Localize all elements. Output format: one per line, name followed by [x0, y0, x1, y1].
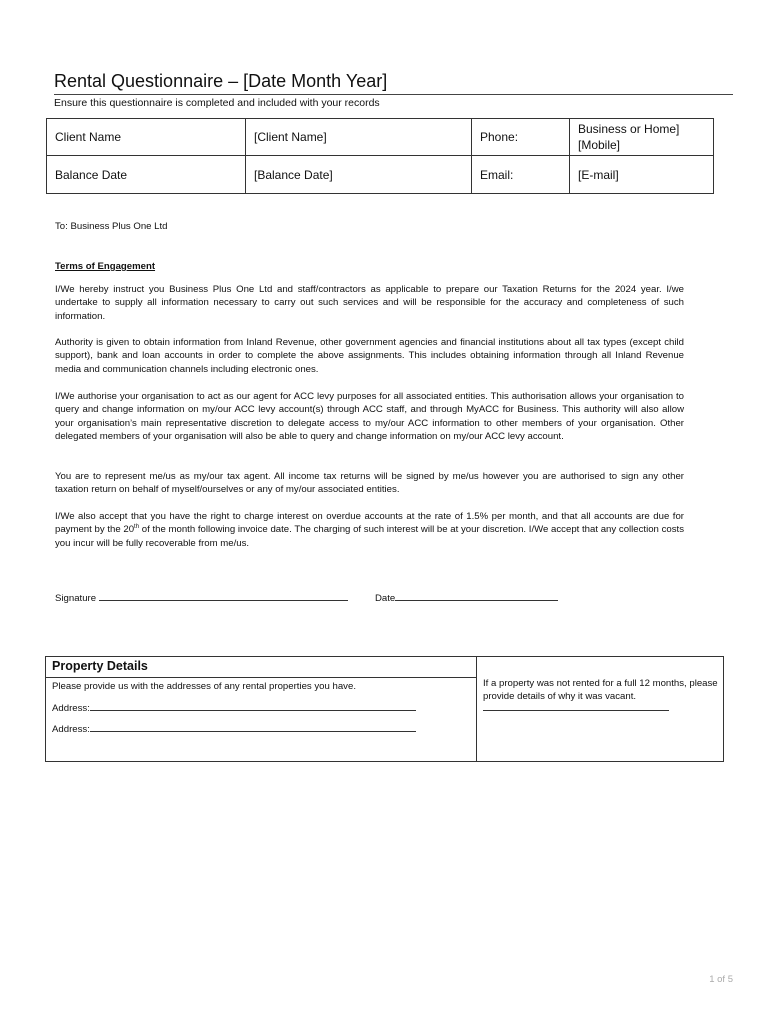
phone-label: Phone:	[472, 119, 570, 156]
terms-heading: Terms of Engagement	[55, 261, 156, 272]
address-line[interactable]	[90, 701, 416, 711]
terms-paragraph-3: I/We authorise your organisation to act as our agent for ACC levy purposes for all associated entities. This authorisation allows your organisation to query and change information on my/our ACC levy account(s) through ACC staff, and through MyACC for Business. This authority will also allow your organisation’s main representative discretion to delegate access to my/our ACC information to other members of your organisation. Other delegated members of your organisation will also be able to query and change information on my/our ACC levy account.	[55, 391, 684, 443]
page-title: Rental Questionnaire – [Date Month Year]	[54, 71, 388, 91]
email-label: Email:	[472, 156, 570, 194]
client-name-field[interactable]: [Client Name]	[246, 119, 472, 156]
signature-field[interactable]	[55, 591, 348, 604]
date-line[interactable]	[395, 591, 558, 601]
address-field-1[interactable]	[52, 701, 416, 714]
paragraph-5-part-1: I/We also accept that you have the right to charge interest on overdue accounts at the rate of 1.5% per month, and that all accounts are due for payment by the 20	[55, 511, 684, 536]
phone-field[interactable]	[570, 119, 714, 156]
page-indicator: 1 of 5	[709, 974, 733, 985]
signature-line[interactable]	[99, 591, 348, 601]
vacancy-note: If a property was not rented for a full 12 months, please provide details of why it was vacant.	[483, 678, 718, 703]
email-field[interactable]	[570, 156, 714, 194]
email-field-value: [E-mail]	[578, 167, 619, 182]
terms-paragraph-5	[55, 510, 684, 550]
signature-label: Signature	[55, 593, 97, 604]
phone-field-line2: [Mobile]	[578, 138, 621, 152]
date-label: Date	[375, 593, 396, 604]
paragraph-5-part-2: of the month following invoice date. The charging of such interest will be at your discretion. I/We accept that any collection costs you incur will be fully recoverable from me/us.	[55, 524, 684, 549]
vacancy-answer-line[interactable]	[483, 710, 669, 711]
title-underline	[54, 94, 733, 95]
date-field[interactable]	[375, 591, 558, 604]
property-intro-text: Please provide us with the addresses of any rental properties you have.	[52, 681, 356, 692]
table-row	[47, 156, 714, 194]
address-label: Address:	[52, 703, 90, 714]
terms-paragraph-1: I/We hereby instruct you Business Plus One Ltd and staff/contractors as applicable to prepare our Taxation Returns for the 2024 year. I/we undertake to supply all information necessary to carry out such services and will be responsible for the accuracy and completeness of such information.	[55, 284, 684, 322]
phone-field-line1: Business or Home]	[578, 122, 680, 136]
table-row	[47, 119, 714, 156]
client-info-table	[46, 118, 714, 194]
property-details-title: Property Details	[52, 659, 148, 673]
address-field-2[interactable]	[52, 722, 416, 735]
address-label: Address:	[52, 724, 90, 735]
address-line[interactable]	[90, 722, 416, 732]
addressee-line: To: Business Plus One Ltd	[55, 221, 168, 232]
balance-date-label: Balance Date	[47, 156, 246, 194]
balance-date-field[interactable]: [Balance Date]	[246, 156, 472, 194]
section-divider	[476, 657, 477, 761]
terms-paragraph-4: You are to represent me/us as my/our tax agent. All income tax returns will be signed by me/us however you are authorised to sign any other taxation return on behalf of myself/ourselves or any of my/our associated entities.	[55, 471, 684, 496]
terms-paragraph-2: Authority is given to obtain information from Inland Revenue, other government agencies and financial institutions about all tax types (except child support), bank and loan accounts in order to complete the above assignments. This includes obtaining information through all Inland Revenue media and communication channels including electronic ones.	[55, 337, 684, 375]
client-name-label: Client Name	[47, 119, 246, 156]
header-divider	[46, 677, 476, 678]
page-subtitle: Ensure this questionnaire is completed and included with your records	[54, 97, 380, 109]
ordinal-superscript: th	[134, 524, 140, 531]
property-details-section	[45, 656, 724, 762]
